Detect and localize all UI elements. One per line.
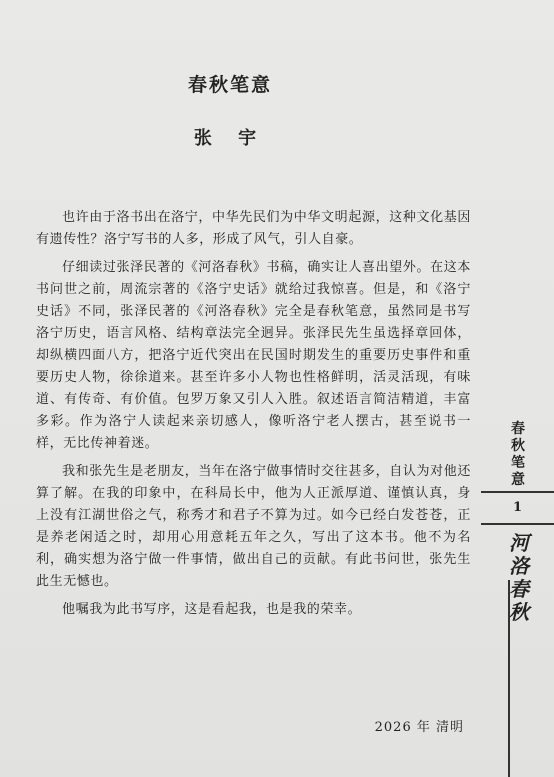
paragraph: 他嘱我为此书写序，这是看起我，也是我的荣幸。 [62, 602, 362, 617]
running-section-title: 春秋笔意 [511, 421, 525, 488]
paragraph: 也许由于洛书出在洛宁，中华先民们为中华文明起源，这种文化基因有遗传性？洛宁写书的人多，形成了风气，引人自豪。 [36, 210, 471, 247]
page-number: 1 [512, 500, 523, 515]
signature-date: 2026 年 清明 [374, 720, 464, 735]
chapter-title: 春秋笔意 [187, 74, 272, 96]
paragraph: 仔细读过张泽民著的《河洛春秋》书稿，确实让人喜出望外。在这本书问世之前，周流宗著的《洛宁史话》就给过我惊喜。但是，和《洛宁史话》不同，张泽民著的《河洛春秋》完全是春秋笔意，虽然同是书写洛宁历史，语言风格、结构章法完全迥异。张泽民先生虽选择章回体，却纵横四面八方，把洛宁近代突出在民国时期发生的重要历史事件和重要历史人物，徐徐道来。甚至许多小人物也性格鲜明，活灵活现，有味道、有传奇、有价值。包罗万象又引人入胜。叙述语言简洁精道，丰富多彩。作为洛宁人读起来亲切感人，像听洛宁老人摆古，甚至说书一样，无比传神着迷。 [36, 260, 471, 451]
body-text [36, 207, 471, 621]
author-name: 张 宇 [193, 128, 267, 149]
sidebar-vertical-rule [508, 580, 510, 777]
running-book-title: 河洛春秋 [509, 531, 529, 624]
sidebar-divider [481, 523, 554, 525]
paragraph: 我和张先生是老朋友，当年在洛宁做事情时交往甚多，自认为对他还算了解。在我的印象中，在科局长中，他为人正派厚道、谨慎认真，身上没有江湖世俗之气，称秀才和君子不算为过。如今已经白发苍苍，正是养老闲适之时，却用心用意耗五年之久，写出了这本书。他不为名利，确实想为洛宁做一件事情，做出自己的贡献。有此书问世，张先生此生无憾也。 [36, 464, 471, 589]
sidebar-divider [481, 491, 554, 493]
